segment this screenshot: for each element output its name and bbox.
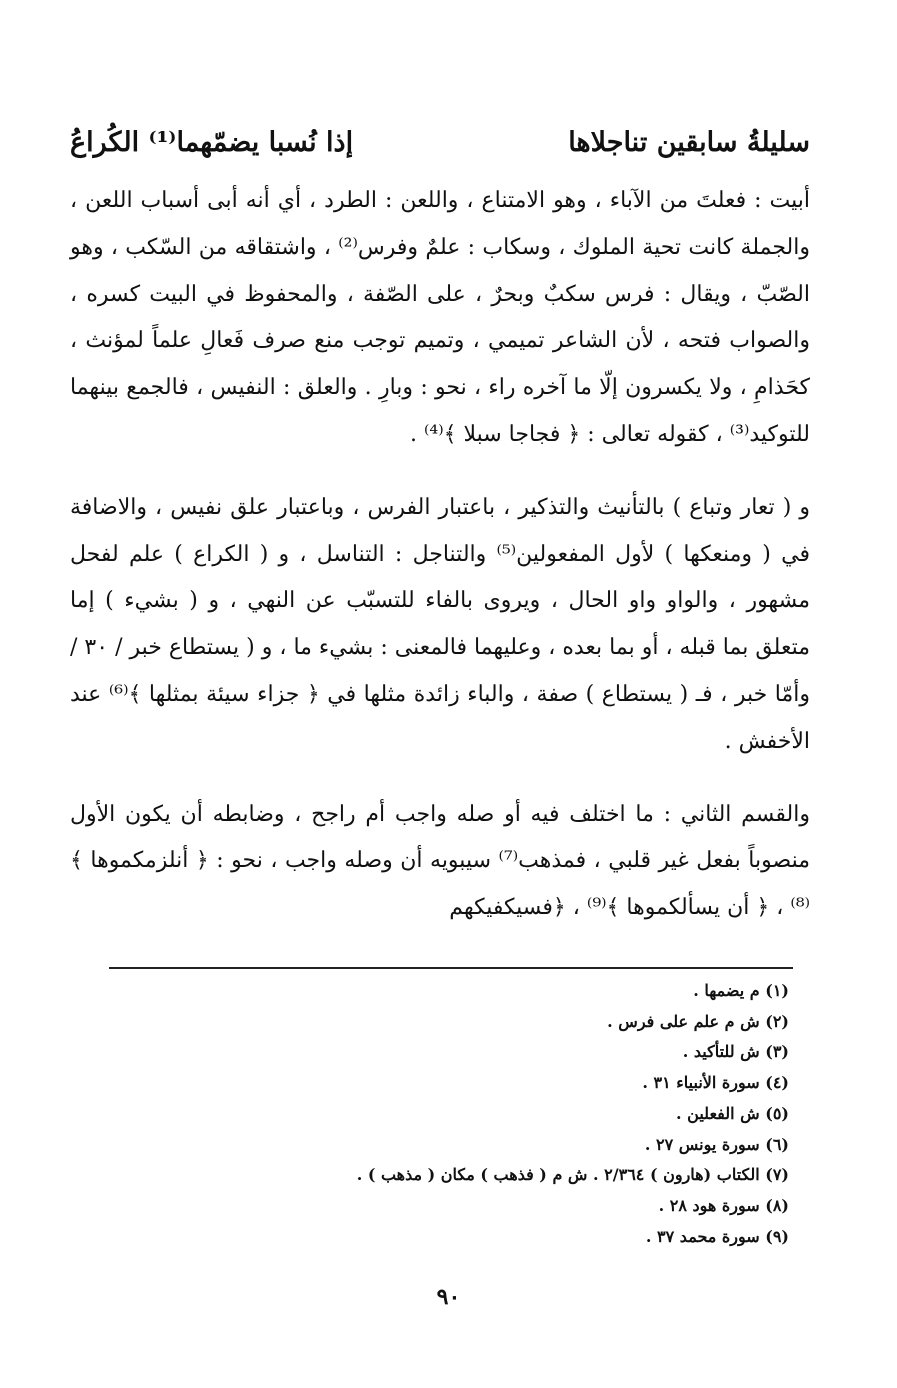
footnote-4: (٤) سورة الأنبياء ٣١ . bbox=[642, 1073, 789, 1093]
footnote-6: (٦) سورة يونس ٢٧ . bbox=[644, 1134, 789, 1154]
poetry-verse bbox=[70, 118, 810, 166]
page-number: ٩٠ bbox=[436, 1284, 461, 1310]
footnote-7: (٧) الكتاب (هارون ) ٢/٣٦٤ . ش م ( فذهب ) مكان ( مذهب ) . bbox=[356, 1165, 789, 1185]
footnote-3: (٣) ش للتأكيد . bbox=[682, 1042, 789, 1062]
verse-first-hemistich: سليلةُ سابقين تناجلاها bbox=[568, 126, 810, 158]
verse-second-hemistich: إذا نُسبا يضمّهما⁽¹⁾ الكُراعُ bbox=[70, 126, 354, 158]
footnote-separator bbox=[109, 967, 793, 969]
footnotes bbox=[109, 976, 789, 1252]
footnote-2: (٢) ش م علم على فرس . bbox=[607, 1011, 789, 1031]
main-text bbox=[70, 178, 810, 932]
footnote-8: (٨) سورة هود ٢٨ . bbox=[658, 1195, 789, 1215]
footnote-1: (١) م يضمها . bbox=[693, 981, 789, 1000]
footnote-9: (٩) سورة محمد ٣٧ . bbox=[645, 1226, 789, 1246]
paragraph-1: أبيت : فعلتَ من الآباء ، وهو الامتناع ، واللعن : الطرد ، أي أنه أبى أسباب اللعن ، والجملة كانت تحية الملوك ، وسكاب : علمٌ وفرس⁽²⁾ ، واشتقاقه من السّكب ، وهو الصّبّ ، ويقال : فرس سكبٌ وبحرٌ ، على الصّفة ، والمحفوظ في البيت كسره ، والصواب فتحه ، لأن الشاعر تميمي ، وتميم توجب منع صرف فَعالِ علماً لمؤنث ، كحَذامِ ، ولا يكسرون إلّا ما آخره راء ، نحو : وبارِ . والعلق : النفيس ، فالجمع بينهما للتوكيد⁽³⁾ ، كقوله تعالى : ﴿ فجاجا سبلا ﴾⁽⁴⁾ . bbox=[70, 188, 810, 447]
footnote-5: (٥) ش الفعلين . bbox=[676, 1103, 789, 1123]
paragraph-2: و ( تعار وتباع ) بالتأنيث والتذكير ، باعتبار الفرس ، وباعتبار علق نفيس ، والاضافة في ( ومنعكها ) لأول المفعولين⁽⁵⁾ والتناجل : التناسل ، و ( الكراع ) علم لفحل مشهور ، والواو واو الحال ، ويروى بالفاء للتسبّب عن النهي ، و ( بشيء ) إما متعلق بما قبله ، أو بما بعده ، وعليهما فالمعنى : بشيء ما ، و ( يستطاع خبر / ٣٠ /وأمّا خبر ، فـ ( يستطاع ) صفة ، والباء زائدة مثلها في ﴿ جزاء سيئة بمثلها ﴾⁽⁶⁾ عند الأخفش . bbox=[70, 494, 811, 754]
paragraph-3: والقسم الثاني : ما اختلف فيه أو صله واجب أم راجح ، وضابطه أن يكون الأول منصوباً بفعل غير قلبي ، فمذهب⁽⁷⁾ سيبويه أن وصله واجب ، نحو : ﴿ أنلزمكموها ﴾⁽⁸⁾ ، ﴿ أن يسألكموها ﴾⁽⁹⁾ ، ﴿فسيكفيكهم bbox=[70, 801, 810, 921]
